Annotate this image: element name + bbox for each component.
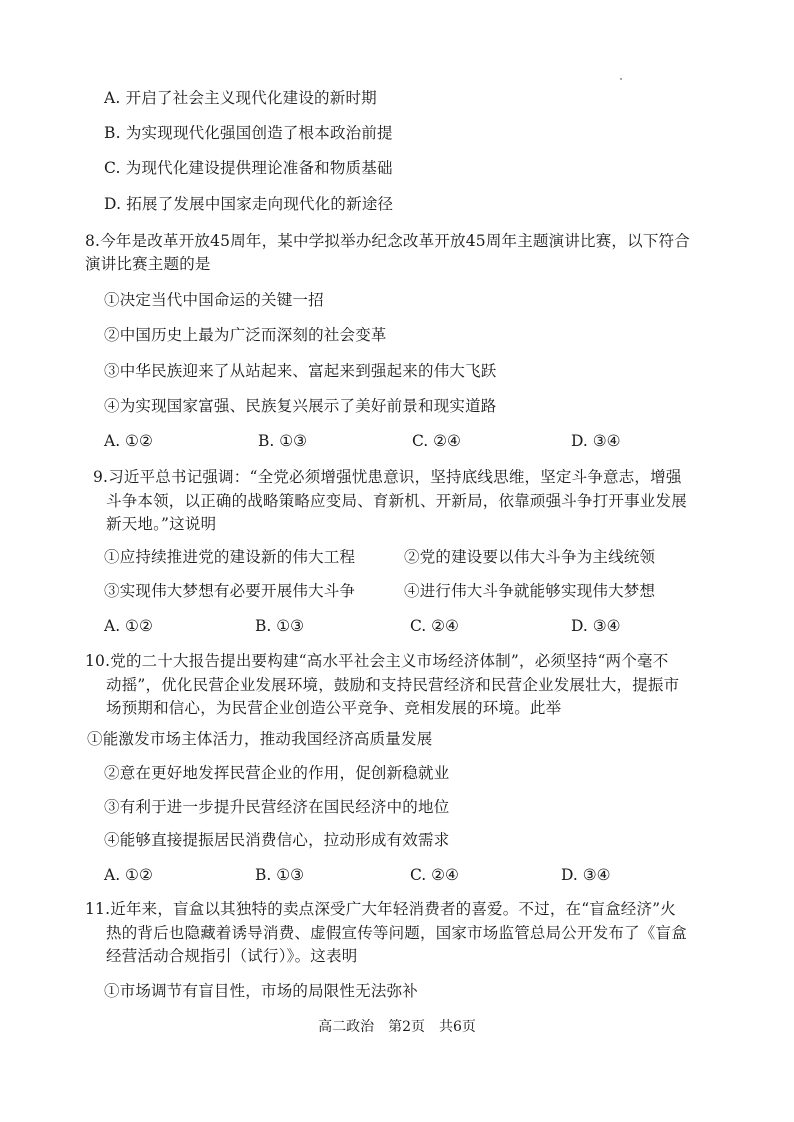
q9-choice-d: D. ③④ <box>571 617 621 635</box>
q10-choices <box>0 864 794 886</box>
q10-item-2: ②意在更好地发挥民营企业的作用，促创新稳就业 <box>104 764 450 782</box>
q11-stem-line2: 热的背后也隐藏着诱导消费、虚假宣传等问题，国家市场监管总局公开发布了《盲盒 <box>106 924 687 942</box>
q9-choice-c: C. ②④ <box>410 617 459 635</box>
q8-choice-b: B. ①③ <box>258 432 308 450</box>
q8-stem-line2: 演讲比赛主题的是 <box>85 255 211 273</box>
q9-item-1: ①应持续推进党的建设新的伟大工程 <box>104 548 356 566</box>
q8-choices <box>0 430 794 452</box>
q9-item-3: ③实现伟大梦想有必要开展伟大斗争 <box>104 582 356 600</box>
scan-speck <box>620 78 622 80</box>
q9-item-2: ②党的建设要以伟大斗争为主线统领 <box>404 548 656 566</box>
q9-stem-line3: 新天地。”这说明 <box>106 515 217 533</box>
q7-option-d: D. 拓展了发展中国家走向现代化的新途径 <box>104 195 394 213</box>
q11-stem-line3: 经营活动合规指引（试行）》。这表明 <box>106 947 358 965</box>
q10-choice-b: B. ①③ <box>255 866 305 884</box>
q10-item-3: ③有利于进一步提升民营经济在国民经济中的地位 <box>104 798 450 816</box>
q9-stem-line2: 斗争本领，以正确的战略策略应变局、育新机、开新局，依靠顽强斗争打开事业发展 <box>106 492 687 510</box>
q8-item-2: ②中国历史上最为广泛而深刻的社会变革 <box>104 326 387 344</box>
q8-choice-c: C. ②④ <box>412 432 461 450</box>
q8-item-4: ④为实现国家富强、民族复兴展示了美好前景和现实道路 <box>104 397 497 415</box>
q9-choice-a: A. ①② <box>104 617 153 635</box>
q8-stem-line1: 8.今年是改革开放45周年，某中学拟举办纪念改革开放45周年主题演讲比赛，以下符合 <box>85 232 690 250</box>
q10-item-4: ④能够直接提振居民消费信心，拉动形成有效需求 <box>104 831 450 849</box>
q9-item-4: ④进行伟大斗争就能够实现伟大梦想 <box>404 582 656 600</box>
q8-item-1: ①决定当代中国命运的关键一招 <box>104 291 324 309</box>
q9-choices <box>0 615 794 637</box>
q9-stem-line1: 9.习近平总书记强调：“全党必须增强忧患意识，坚持底线思维，坚定斗争意志，增强 <box>93 468 682 486</box>
q8-choice-a: A. ①② <box>104 432 153 450</box>
q11-item-1: ①市场调节有盲目性，市场的局限性无法弥补 <box>104 982 419 1000</box>
q8-item-3: ③中华民族迎来了从站起来、富起来到强起来的伟大飞跃 <box>104 362 497 380</box>
q7-option-c: C. 为现代化建设提供理论准备和物质基础 <box>104 159 393 177</box>
q9-choice-b: B. ①③ <box>255 617 305 635</box>
q10-choice-c: C. ②④ <box>410 866 459 884</box>
q10-stem-line1: 10.党的二十大报告提出要构建“高水平社会主义市场经济体制”，必须坚持“两个毫不 <box>85 652 669 670</box>
q11-stem-line1: 11.近年来，盲盒以其独特的卖点深受广大年轻消费者的喜爱。不过，在“盲盒经济”火 <box>85 900 677 918</box>
q7-option-a: A. 开启了社会主义现代化建设的新时期 <box>104 89 377 107</box>
q10-stem-line2: 动摇”，优化民营企业发展环境，鼓励和支持民营经济和民营企业发展壮大，提振市 <box>106 676 680 694</box>
q10-item-1: ①能激发市场主体活力，推动我国经济高质量发展 <box>87 730 433 748</box>
q8-choice-d: D. ③④ <box>571 432 621 450</box>
q10-choice-d: D. ③④ <box>561 866 611 884</box>
q10-stem-line3: 场预期和信心，为民营企业创造公平竞争、竞相发展的环境。此举 <box>106 699 562 717</box>
q7-option-b: B. 为实现现代化强国创造了根本政治前提 <box>104 124 393 142</box>
page-footer: 高二政治 第2页 共6页 <box>318 1019 476 1035</box>
q10-choice-a: A. ①② <box>104 866 153 884</box>
